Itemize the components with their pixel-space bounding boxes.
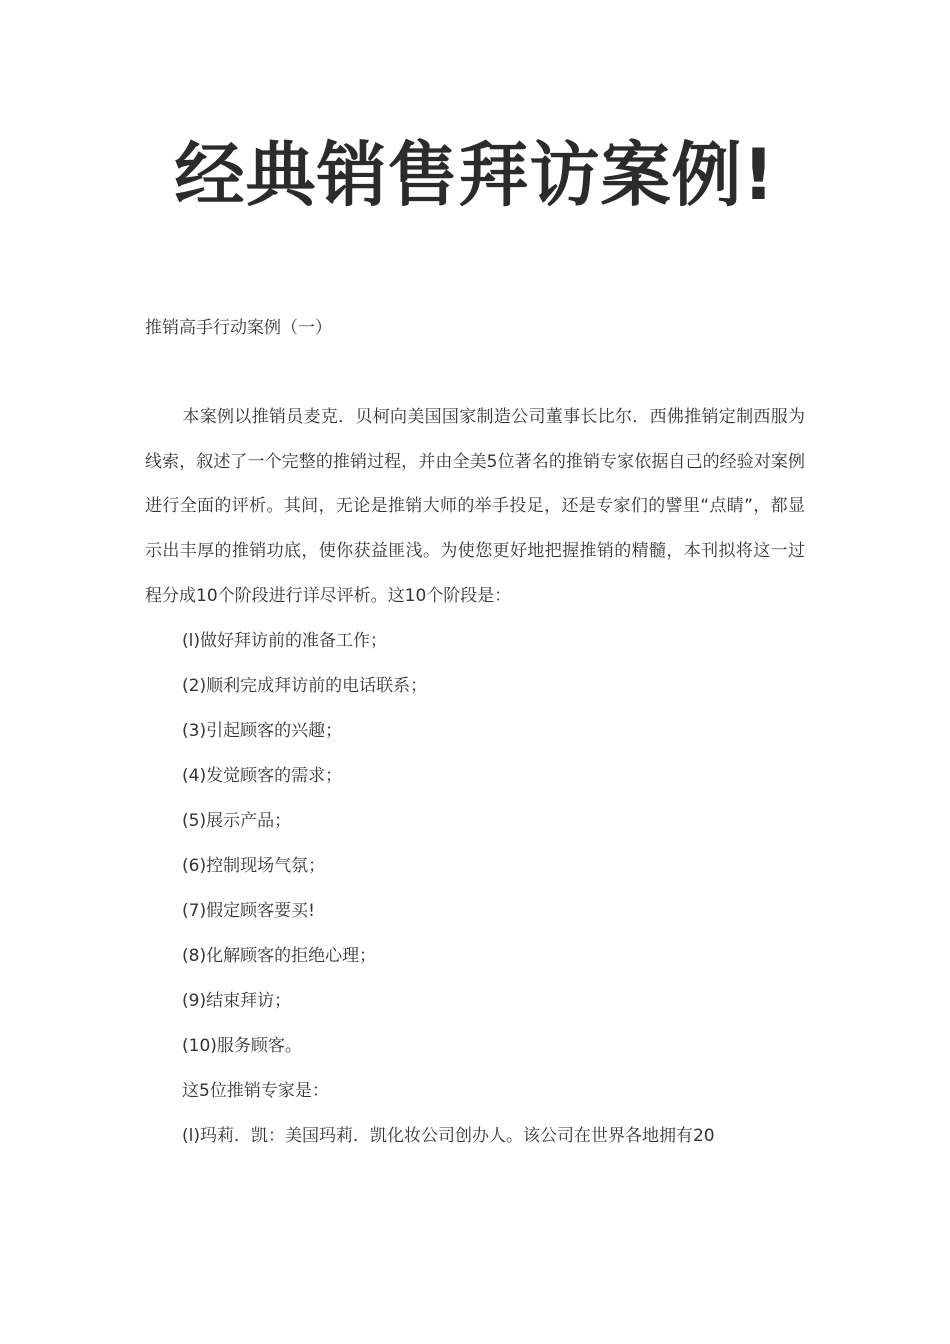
stage-item: (4)发觉顾客的需求； xyxy=(182,765,343,786)
expert-item: (l)玛莉．凯：美国玛莉．凯化妆公司创办人。该公司在世界各地拥有20 xyxy=(182,1125,715,1146)
stage-item: (3)引起顾客的兴趣； xyxy=(182,720,343,741)
stage-item: (5)展示产品； xyxy=(182,810,292,831)
stage-item: (9)结束拜访； xyxy=(182,990,292,1011)
document-subtitle: 推销高手行动案例（一） xyxy=(145,318,332,338)
stage-item: (2)顺利完成拜访前的电话联系； xyxy=(182,675,428,696)
stage-item: (7)假定顾客要买! xyxy=(182,900,315,921)
experts-intro: 这5位推销专家是： xyxy=(182,1080,329,1101)
document-body xyxy=(145,306,805,1159)
stage-list xyxy=(145,619,805,1069)
document-title: 经典销售拜访案例! xyxy=(174,134,776,216)
stage-item: (8)化解顾客的拒绝心理； xyxy=(182,945,377,966)
stage-item: (10)服务顾客。 xyxy=(182,1035,302,1056)
stage-item: (l)做好拜访前的准备工作； xyxy=(182,630,387,651)
intro-paragraph: 本案例以推销员麦克．贝柯向美国国家制造公司董事长比尔．西佛推销定制西服为线索，叙述了一个完整的推销过程，并由全美5位著名的推销专家依据自己的经验对案例进行全面的评析。其间，无论是推销大师的举手投足，还是专家们的譬里“点睛”，都显示出丰厚的推销功底，使你获益匪浅。为使您更好地把握推销的精髓，本刊拟将这一过程分成10个阶段进行详尽评析。这10个阶段是： xyxy=(145,407,805,606)
stage-item: (6)控制现场气氛； xyxy=(182,855,326,876)
